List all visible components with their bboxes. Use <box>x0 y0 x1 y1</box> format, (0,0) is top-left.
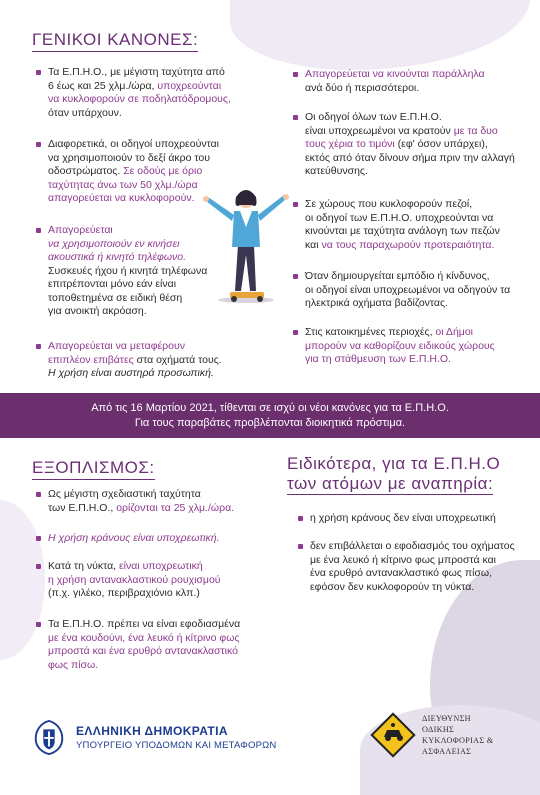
bullet-text: οι οδηγοί των Ε.Π.Η.Ο. υποχρεούνται να <box>305 211 494 224</box>
bullet-text: με ένα λευκό ή κίτρινο φως μπροστά και <box>310 553 497 566</box>
bullet-text: και <box>305 238 322 251</box>
disability-title-line-2: των ατόμων με αναπηρία: <box>287 474 494 493</box>
decor-blob-top <box>230 0 530 70</box>
bullet-text: Οι οδηγοί όλων των Ε.Π.Η.Ο. <box>305 111 442 123</box>
info-banner <box>0 393 540 438</box>
bullet-text: Απαγορεύεται να κινούνται παράλληλα <box>305 68 485 80</box>
bullet-text: Διαφορετικά, οι οδηγοί υποχρεούνται <box>48 138 219 150</box>
road-sign-icon <box>370 712 416 758</box>
equipment-item-3 <box>48 560 268 601</box>
bullet-text: 6 έως και 25 χλμ./ώρα, <box>48 79 158 92</box>
bullet-text: εκτός από όταν δίνουν σήμα πριν την αλλαγή <box>305 151 515 164</box>
equipment-item-2 <box>48 532 268 546</box>
bullet-text: (π.χ. γιλέκο, περιβραχιόνιο κλπ.) <box>48 587 200 599</box>
general-rule-left-4 <box>48 340 258 381</box>
banner-line-1: Από τις 16 Μαρτίου 2021, τίθενται σε ισχύ οι νέοι κανόνες για τα Ε.Π.Η.Ο. <box>91 402 449 414</box>
equipment-item-1 <box>48 488 268 515</box>
bullet-text: τοποθετημένα σε ειδική θέση <box>48 291 183 304</box>
bullet-text: στα οχήματά τους. <box>136 353 222 366</box>
bullet-text: Τα Ε.Π.Η.Ο. πρέπει να είναι εφοδιασμένα <box>48 618 241 630</box>
general-rule-right-5 <box>305 326 530 367</box>
bullet-marker <box>36 564 41 569</box>
bullet-text: τα 25 χλμ./ώρα. <box>160 501 235 514</box>
department-line-2: ΟΔΙΚΗΣ <box>422 725 455 734</box>
general-rule-right-3 <box>305 198 530 252</box>
bullet-text: να χρησιμοποιούν εν κινήσει <box>48 237 180 250</box>
bullet-marker <box>36 228 41 233</box>
bullet-text: Κατά τη νύκτα, <box>48 560 119 572</box>
bullet-text: Όταν δημιουργείται εμπόδιο ή κίνδυνος, <box>305 270 490 282</box>
general-rules-title: ΓΕΝΙΚΟΙ ΚΑΝΟΝΕΣ: <box>32 30 198 52</box>
bullet-text: εφόσον δεν κυκλοφορούν τη νύκτα. <box>310 580 475 593</box>
bullet-text: Η χρήση κράνους είναι υποχρεωτική. <box>48 532 220 544</box>
bullet-text: να τους παραχωρούν προτεραιότητα. <box>321 238 495 251</box>
bullet-text: Η χρήση είναι αυστηρά προσωπική. <box>48 367 214 379</box>
bullet-text: ηλεκτρικά οχήματα βαδίζοντας. <box>305 297 448 309</box>
bullet-text: οι οδηγοί είναι υποχρεωμένοι να οδηγούν τα <box>305 283 511 296</box>
bullet-text: Σε οδούς με όριο <box>123 165 203 177</box>
bullet-text: όταν υπάρχουν. <box>48 106 122 119</box>
bullet-marker <box>298 544 303 549</box>
bullet-text: φως πίσω. <box>48 658 99 671</box>
scooter-rider-illustration <box>200 175 290 305</box>
bullet-text: ταχύτητας άνω των 50 χλμ./ώρα <box>48 178 198 191</box>
bullet-text: Στις κατοικημένες περιοχές, <box>305 326 436 338</box>
bullet-marker <box>293 72 298 77</box>
equipment-title: ΕΞΟΠΛΙΣΜΟΣ: <box>32 458 155 480</box>
disability-title-line-1: Ειδικότερα, για τα Ε.Π.Η.Ο <box>287 454 501 473</box>
greek-emblem-icon <box>30 718 68 756</box>
disability-item-1 <box>310 512 530 526</box>
bullet-text: κατεύθυνσης. <box>305 165 368 177</box>
bullet-text: η χρήση κράνους δεν είναι υποχρεωτική <box>310 512 496 524</box>
department-line-3: ΚΥΚΛΟΦΟΡΙΑΣ & <box>422 736 494 745</box>
bullet-text: Ως μέγιστη σχεδιαστική ταχύτητα <box>48 488 201 500</box>
bullet-text: Απαγορεύεται <box>48 224 113 236</box>
bullet-text: κινούνται με ταχύτητα ανάλογη των πεζών <box>305 225 500 237</box>
bullet-text: τους χέρια το τιμόνι <box>305 138 395 150</box>
bullet-text: Συσκευές ήχου ή κινητά τηλέφωνα <box>48 264 208 277</box>
bullet-text: είναι υποχρεωτική <box>118 560 203 572</box>
bullet-marker <box>293 330 298 335</box>
bullet-text: Τα Ε.Π.Η.Ο., με μέγιστη ταχύτητα από <box>48 66 225 78</box>
decor-blob-left <box>0 500 45 660</box>
bullet-text: επιπλέον επιβάτες <box>48 353 137 366</box>
disability-item-2 <box>310 540 530 594</box>
bullet-text: ανά δύο ή περισσότεροι. <box>305 81 420 94</box>
bullet-text: υποχρεούνται <box>157 79 222 92</box>
bullet-text: (εφ' όσον υπάρχει), <box>394 138 488 150</box>
gov-subtitle: ΥΠΟΥΡΓΕΙΟ ΥΠΟΔΟΜΩΝ ΚΑΙ ΜΕΤΑΦΟΡΩΝ <box>76 739 277 751</box>
bullet-text: των Ε.Π.Η.Ο., <box>48 501 117 514</box>
bullet-text: απαγορεύεται να κυκλοφορούν. <box>48 192 195 204</box>
bullet-text: μπορούν να καθορίζουν ειδικούς χώρους <box>305 339 495 352</box>
gov-logo-block <box>30 718 277 756</box>
banner-line-2: Για τους παραβάτες προβλέπονται διοικητικά πρόστιμα. <box>134 417 406 429</box>
disability-title <box>287 454 500 495</box>
bullet-marker <box>36 536 41 541</box>
bullet-text: μπροστά και ένα ερυθρό αντανακλαστικό <box>48 645 238 657</box>
bullet-text: να χρησιμοποιούν το δεξί άκρο του <box>48 151 210 164</box>
bullet-text: οι Δήμοι <box>435 326 474 338</box>
bullet-marker <box>36 142 41 147</box>
general-rule-right-2 <box>305 111 530 179</box>
bullet-text: να κυκλοφορούν σε ποδηλατόδρομους, <box>48 93 231 105</box>
bullet-text: ακουστικά ή κινητό τηλέφωνο. <box>48 251 187 263</box>
bullet-text: Σε χώρους που κυκλοφορούν πεζοί, <box>305 198 473 210</box>
bullet-text: επιτρέπονται μόνο εάν είναι <box>48 278 177 290</box>
bullet-marker <box>36 70 41 75</box>
bullet-text: με ένα κουδούνι, ένα λευκό ή κίτρινο φως <box>48 631 240 644</box>
general-rule-left-1 <box>48 66 258 120</box>
bullet-text: ένα ερυθρό αντανακλαστικό φως πίσω, <box>310 567 493 579</box>
bullet-marker <box>36 344 41 349</box>
bullet-marker <box>298 516 303 521</box>
gov-title: ΕΛΛΗΝΙΚΗ ΔΗΜΟΚΡΑΤΙΑ <box>76 723 228 738</box>
bullet-text: ορίζονται <box>116 501 161 514</box>
bullet-marker <box>36 492 41 497</box>
department-logo-block <box>370 712 493 758</box>
department-line-4: ΑΣΦΑΛΕΙΑΣ <box>422 747 472 756</box>
bullet-text: για ανοικτή ακρόαση. <box>48 305 147 317</box>
bullet-text: είναι υποχρεωμένοι να κρατούν <box>305 124 454 137</box>
bullet-marker <box>36 622 41 627</box>
department-line-1: ΔΙΕΥΘΥΝΣΗ <box>422 714 471 723</box>
equipment-item-4 <box>48 618 268 672</box>
bullet-marker <box>293 274 298 279</box>
bullet-text: για τη στάθμευση των Ε.Π.Η.Ο. <box>305 353 451 365</box>
bullet-text: με τα δυο <box>453 124 498 137</box>
bullet-marker <box>293 115 298 120</box>
bullet-text: Απαγορεύεται να μεταφέρουν <box>48 340 185 352</box>
general-rule-right-1 <box>305 68 530 95</box>
bullet-text: η χρήση αντανακλαστικού ρουχισμού <box>48 573 221 586</box>
bullet-text: οδοστρώματος. <box>48 165 124 177</box>
general-rule-right-4 <box>305 270 530 311</box>
bullet-marker <box>293 202 298 207</box>
department-name <box>422 713 493 757</box>
bullet-text: δεν επιβάλλεται ο εφοδιασμός του οχήματος <box>310 540 515 552</box>
